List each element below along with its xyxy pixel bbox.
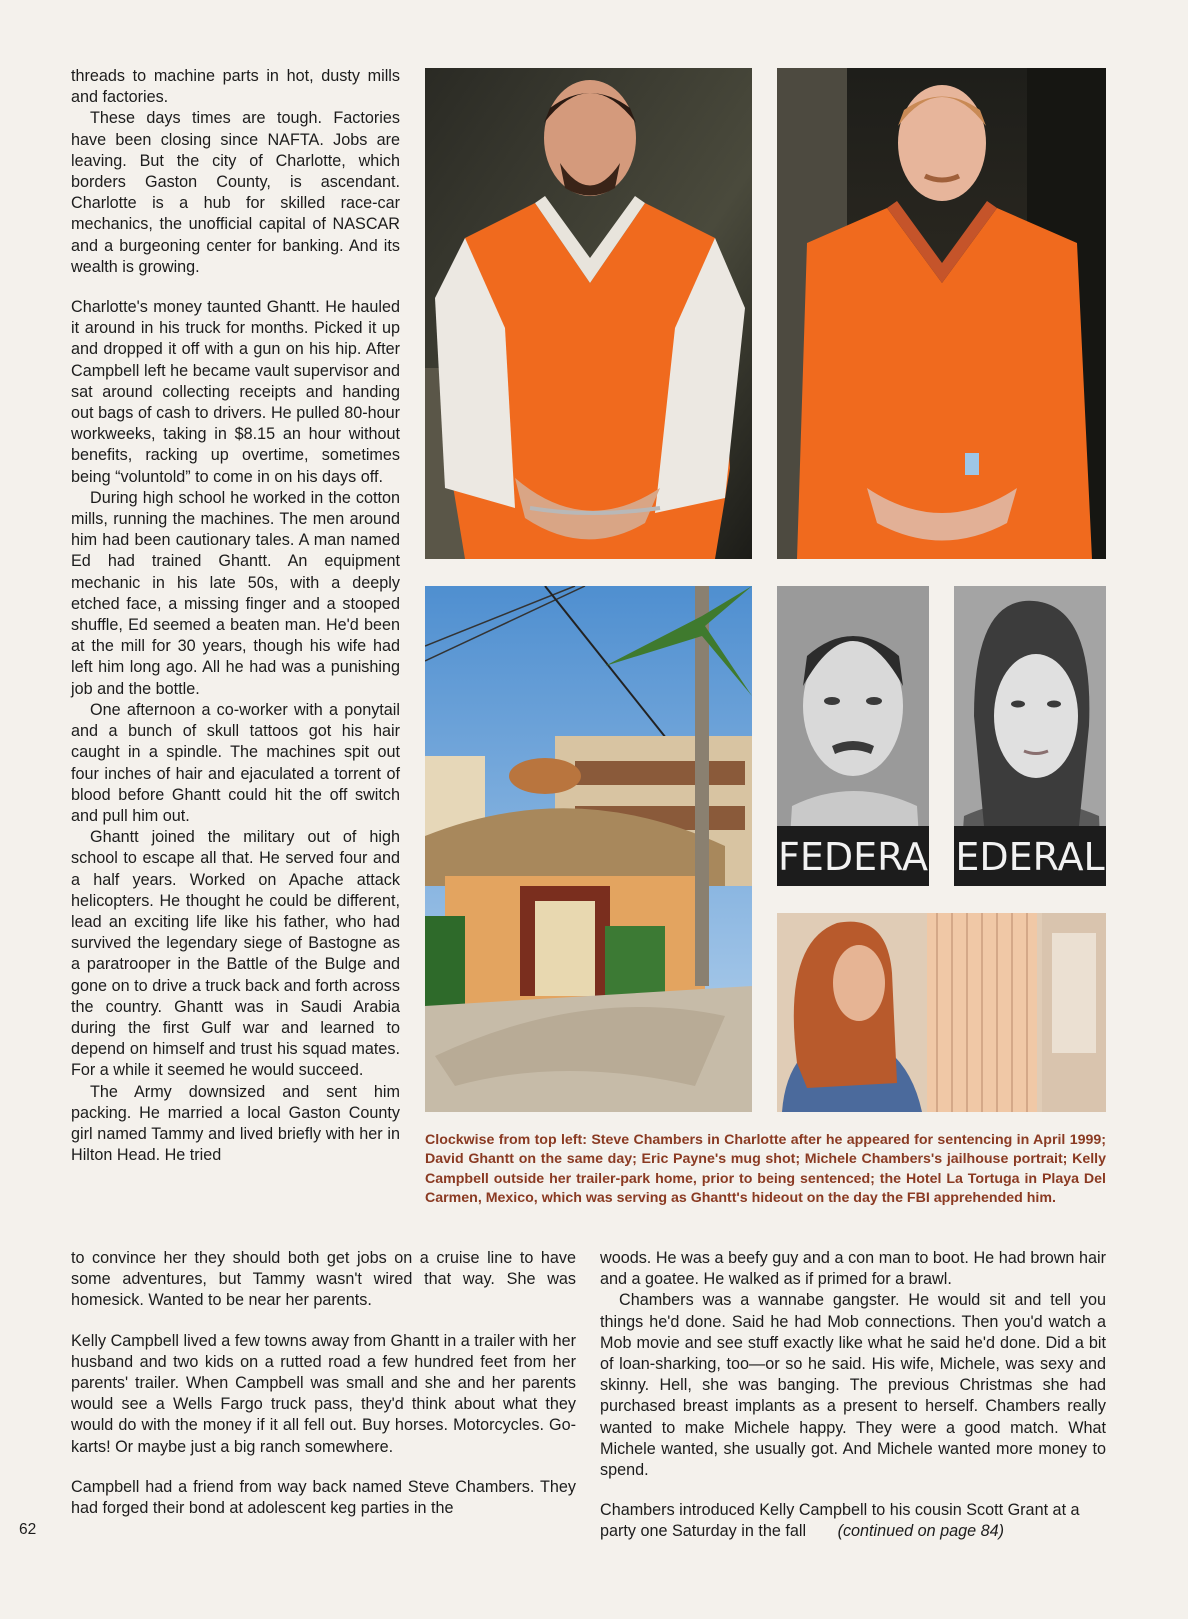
continued-link[interactable]: (continued on page 84) — [837, 1522, 1005, 1541]
paragraph: These days times are tough. Factories have been closing since NAFTA. Jobs are leaving. But the city of Charlotte, which borders Gaston County, is ascendant. Charlotte is a hub for skilled race-car mechanics, the unofficial capital of NASCAR and a burgeoning center for banking. And its wealth is growing. — [71, 109, 400, 276]
paragraph: Kelly Campbell lived a few towns away from Ghantt in a trailer with her husband and two kids on a rutted road a few hundred feet from her parents' trailer. When Campbell was small and she and her parents would see a Wells Fargo truck pass, they'd think about what they would do with the money if it all fell out. Buy horses. Motorcycles. Go-karts! Or maybe just a big ranch somewhere. — [71, 1331, 576, 1456]
photo-david-ghantt-image — [777, 68, 1106, 559]
photo-david-ghantt — [777, 68, 1106, 559]
photo-hotel-la-tortuga — [425, 586, 752, 1112]
paragraph: During high school he worked in the cotton mills, running the machines. The men around him had been cautionary tales. A man named Ed had trained Ghantt. An equipment mechanic in his late 50s, with a deeply etched face, a missing finger and a stooped shuffle, Ed seemed a beaten man. He'd been at the mill for 30 years, though his wife had left him long ago. All he had was a punishing job and the bottle. — [71, 488, 400, 698]
paragraph: Ghantt joined the military out of high school to escape all that. He served four and a half years. Worked on Apache attack helicopters. He thought he could be different, lead an exciting life like his father, who had survived the legendary siege of Bastogne as a paratrooper in the Battle of the Bulge and gone on to drive a truck back and forth across the country. Ghantt was in Saudi Arabia during the first Gulf war and learned to depend on himself and trust his squad mates. For a while it seemed he would succeed. — [71, 828, 400, 1080]
paragraph: One afternoon a co-worker with a ponytail and a bunch of skull tattoos got his hair caught in a spindle. The machines spit out four inches of hair and ejaculated a torrent of blood before Ghantt could hit the off switch and pull him out. — [71, 700, 400, 825]
page-number: 62 — [19, 1521, 37, 1538]
paragraph: The Army downsized and sent him packing. He married a local Gaston County girl named Tammy and lived briefly with her in Hilton Head. He tried — [71, 1082, 400, 1165]
photo-michele-chambers-portrait — [954, 586, 1106, 886]
photo-caption: Clockwise from top left: Steve Chambers in Charlotte after he appeared for sentencing in April 1999; David Ghantt on the same day; Eric Payne's mug shot; Michele Chambers's jailhouse portrait; Kelly Campbell outside her trailer-park home, prior to being sentenced; the Hotel La Tortuga in Playa Del Carmen, Mexico, which was serving as Ghantt's hideout on the day the FBI apprehended him. — [425, 1132, 1106, 1206]
paragraph-text: Chambers introduced Kelly Campbell to his cousin Scott Grant at a party one Saturday in the fall — [600, 1501, 1080, 1541]
bottom-right-text-column — [600, 1248, 1106, 1543]
paragraph — [600, 1500, 1106, 1542]
paragraph: Chambers was a wannabe gangster. He would sit and tell you things he'd done. Said he had Mob connections. Then you'd watch a Mob movie and see stuff exactly like what he said he'd done. Did a bit of loan-sharking, too—or so he said. His wife, Michele, was sexy and skinny. Hell, she was banging. The previous Christmas she had purchased breast implants as a present to herself. Chambers really wanted to make Michele happy. They were a good match. What Michele wanted, she usually got. And Michele wanted more money to spend. — [600, 1291, 1106, 1480]
paragraph: Campbell had a friend from way back named Steve Chambers. They had forged their bond at adolescent keg parties in the — [71, 1477, 576, 1518]
photo-eric-payne-mugshot — [777, 586, 929, 886]
photo-steve-chambers — [425, 68, 752, 559]
photo-kelly-campbell — [777, 913, 1106, 1112]
bottom-left-text-column — [71, 1248, 576, 1519]
mugshot-placard-right: EDERAL — [955, 835, 1105, 879]
photo-steve-chambers-image — [425, 68, 752, 559]
left-text-column — [71, 66, 400, 1166]
paragraph: Charlotte's money taunted Ghantt. He hauled it around in his truck for months. Picked it up and dropped it off with a gun on his hip. After Campbell left he became vault supervisor and sat around collecting receipts and handing out bags of cash to drivers. He pulled 80-hour workweeks, taking in $8.15 an hour without benefits, racking up overtime, sometimes being “voluntold” to come in on his days off. — [71, 298, 400, 486]
mugshot-placard-left: FEDERA — [778, 835, 928, 879]
photo-hotel-la-tortuga-image — [425, 586, 752, 1112]
paragraph: threads to machine parts in hot, dusty mills and factories. — [71, 67, 400, 107]
paragraph: woods. He was a beefy guy and a con man to boot. He had brown hair and a goatee. He walked as if primed for a brawl. — [600, 1249, 1106, 1289]
photo-kelly-campbell-image — [777, 913, 1106, 1112]
paragraph: to convince her they should both get jobs on a cruise line to have some adventures, but Tammy wasn't wired that way. She was homesick. Wanted to be near her parents. — [71, 1249, 576, 1310]
